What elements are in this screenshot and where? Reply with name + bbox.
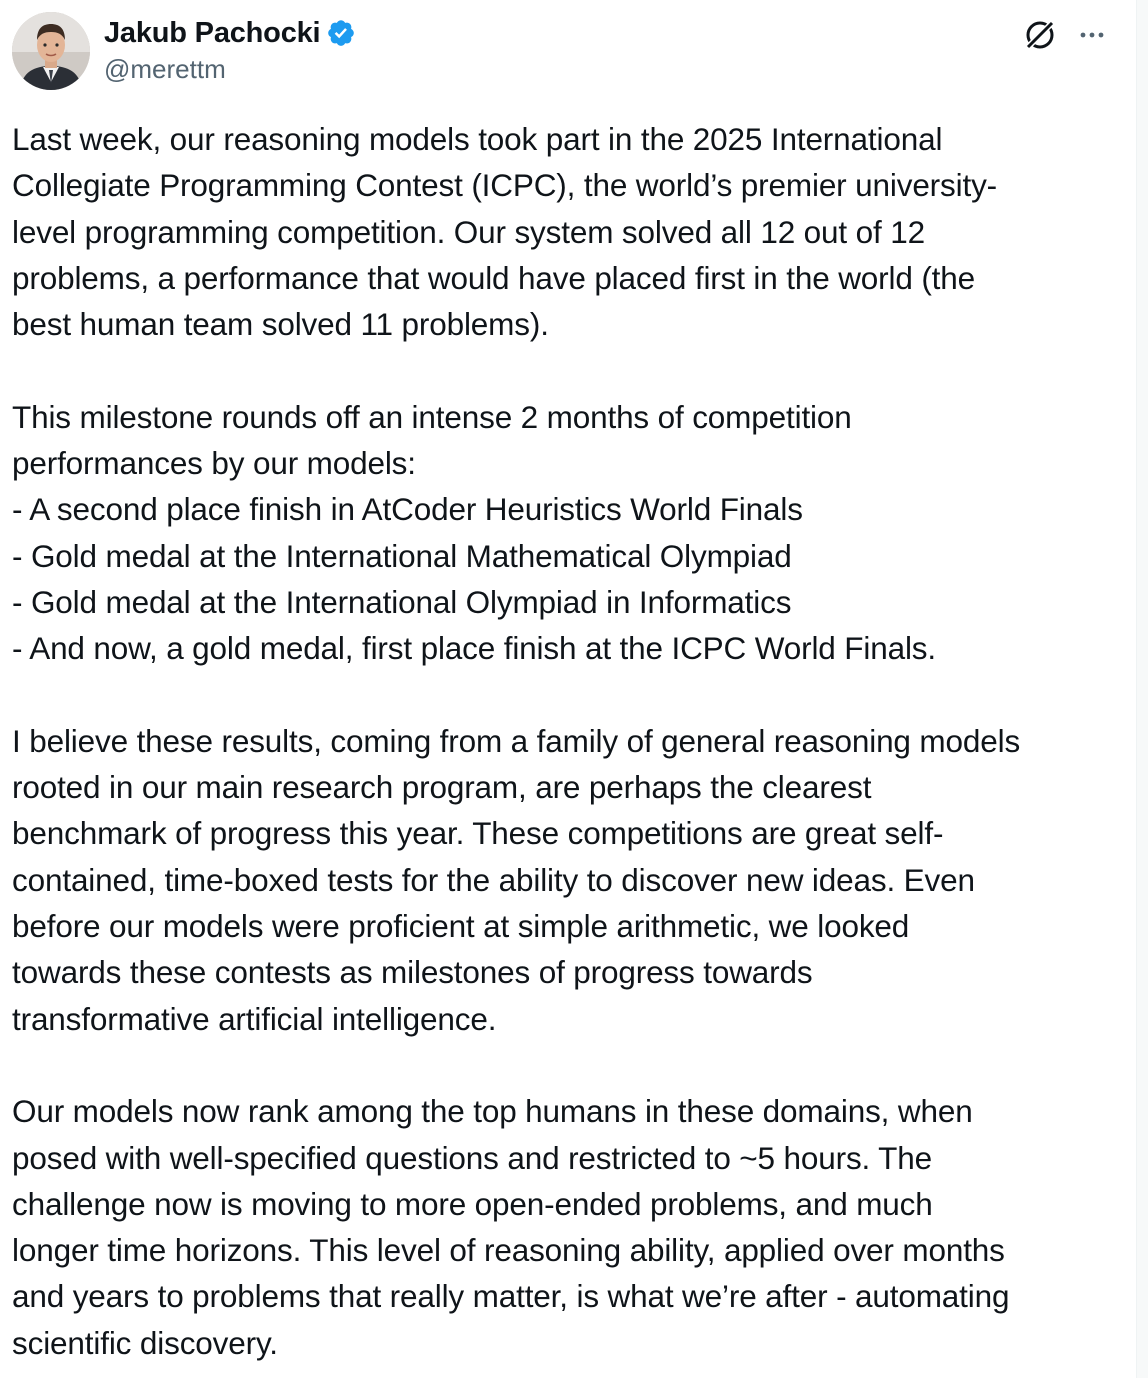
tweet-line: - Gold medal at the International Olympiad in Informatics — [12, 583, 792, 620]
tweet-text — [12, 116, 1117, 1366]
grok-icon[interactable] — [1023, 18, 1057, 52]
tweet-line: performances by our models: — [12, 445, 416, 482]
author-display-name[interactable]: Jakub Pachocki — [104, 16, 321, 49]
tweet-line: Our models now rank among the top humans in these domains, when — [12, 1093, 973, 1130]
tweet-line: towards these contests as milestones of progress towards — [12, 954, 813, 991]
tweet-line: This milestone rounds off an intense 2 months of competition — [12, 398, 852, 435]
profile-photo-icon — [12, 12, 90, 90]
tweet-paragraph — [12, 718, 1117, 1042]
more-options-icon[interactable] — [1077, 20, 1107, 50]
tweet-actions — [1023, 18, 1107, 52]
tweet-line: longer time horizons. This level of reasoning ability, applied over months — [12, 1232, 1005, 1269]
name-row — [104, 14, 356, 52]
tweet-line: before our models were proficient at simple arithmetic, we looked — [12, 908, 910, 945]
tweet-line: best human team solved 11 problems). — [12, 306, 549, 343]
tweet-line: challenge now is moving to more open-ended problems, and much — [12, 1185, 933, 1222]
tweet-line: problems, a performance that would have placed first in the world (the — [12, 259, 976, 296]
tweet-line: posed with well-specified questions and restricted to ~5 hours. The — [12, 1139, 933, 1176]
scrollbar[interactable] — [1136, 0, 1148, 1378]
verified-badge-icon[interactable] — [326, 18, 356, 48]
tweet-paragraph — [12, 1088, 1117, 1366]
tweet-header — [12, 12, 1107, 92]
avatar[interactable] — [12, 12, 90, 90]
tweet-line: - And now, a gold medal, first place finish at the ICPC World Finals. — [12, 630, 937, 667]
tweet-line: Last week, our reasoning models took part in the 2025 International — [12, 121, 943, 157]
tweet-line: and years to problems that really matter, is what we’re after - automating — [12, 1278, 1010, 1315]
tweet-line: benchmark of progress this year. These competitions are great self- — [12, 815, 944, 852]
tweet-line: - Gold medal at the International Mathematical Olympiad — [12, 537, 792, 574]
tweet-line: - A second place finish in AtCoder Heuristics World Finals — [12, 491, 803, 528]
author-identity — [104, 14, 356, 85]
tweet-paragraph — [12, 394, 1117, 672]
tweet-line: Collegiate Programming Contest (ICPC), the world’s premier university- — [12, 167, 998, 204]
author-handle[interactable]: @merettm — [104, 54, 226, 84]
tweet-line: contained, time-boxed tests for the ability to discover new ideas. Even — [12, 861, 975, 898]
tweet-line: scientific discovery. — [12, 1324, 278, 1361]
tweet-line: transformative artificial intelligence. — [12, 1000, 497, 1037]
tweet-line: I believe these results, coming from a family of general reasoning models — [12, 722, 1021, 759]
tweet-paragraph — [12, 116, 1117, 347]
tweet-line: rooted in our main research program, are perhaps the clearest — [12, 769, 872, 806]
tweet-line: level programming competition. Our system solved all 12 out of 12 — [12, 213, 925, 250]
